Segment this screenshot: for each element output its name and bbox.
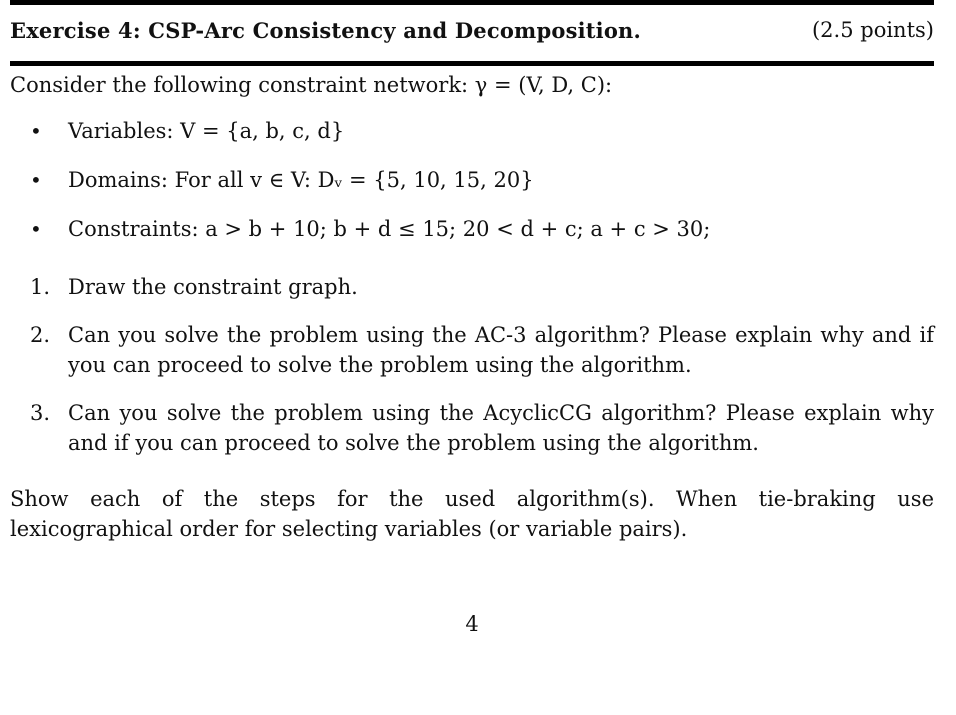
question-number: 2. xyxy=(30,323,51,347)
exercise-points: (2.5 points) xyxy=(811,18,934,42)
constraints-text: Constraints: a > b + 10; b + d ≤ 15; 20 < d + c; a + c > 30; xyxy=(68,216,711,241)
instructions-text: Show each of the steps for the used algorithm(s). When tie-braking use lexicographical order for selecting variables (or variable pairs). xyxy=(10,487,934,541)
question-list xyxy=(30,272,934,476)
list-item xyxy=(30,204,710,253)
exercise-header xyxy=(10,10,934,50)
question-text: Can you solve the problem using the AC-3 algorithm? Please explain why and if you can proceed to solve the problem using the algorithm. xyxy=(68,323,934,377)
list-item xyxy=(30,106,710,155)
intro-text: Consider the following constraint network: γ = (V, D, C): xyxy=(10,73,613,97)
question-text: Can you solve the problem using the AcyclicCG algorithm? Please explain why and if you can proceed to solve the problem using the algorithm. xyxy=(68,401,934,455)
top-rule xyxy=(10,0,934,5)
variables-text: Variables: V = {a, b, c, d} xyxy=(68,118,345,143)
question-number: 3. xyxy=(30,401,51,425)
list-item xyxy=(30,155,710,204)
list-item xyxy=(30,320,934,380)
bullet-marker: • xyxy=(30,216,42,241)
list-item xyxy=(30,272,934,302)
list-item xyxy=(30,398,934,458)
network-definition-list xyxy=(30,106,710,253)
question-number: 1. xyxy=(30,275,51,299)
bullet-marker: • xyxy=(30,167,42,192)
exercise-title: Exercise 4: CSP-Arc Consistency and Decomposition. xyxy=(10,17,642,43)
domains-text: Domains: For all v ∈ V: Dᵥ = {5, 10, 15, 20} xyxy=(68,167,534,192)
header-rule xyxy=(10,61,934,66)
bullet-marker: • xyxy=(30,118,42,143)
page-number: 4 xyxy=(465,612,479,636)
question-text: Draw the constraint graph. xyxy=(68,275,358,299)
